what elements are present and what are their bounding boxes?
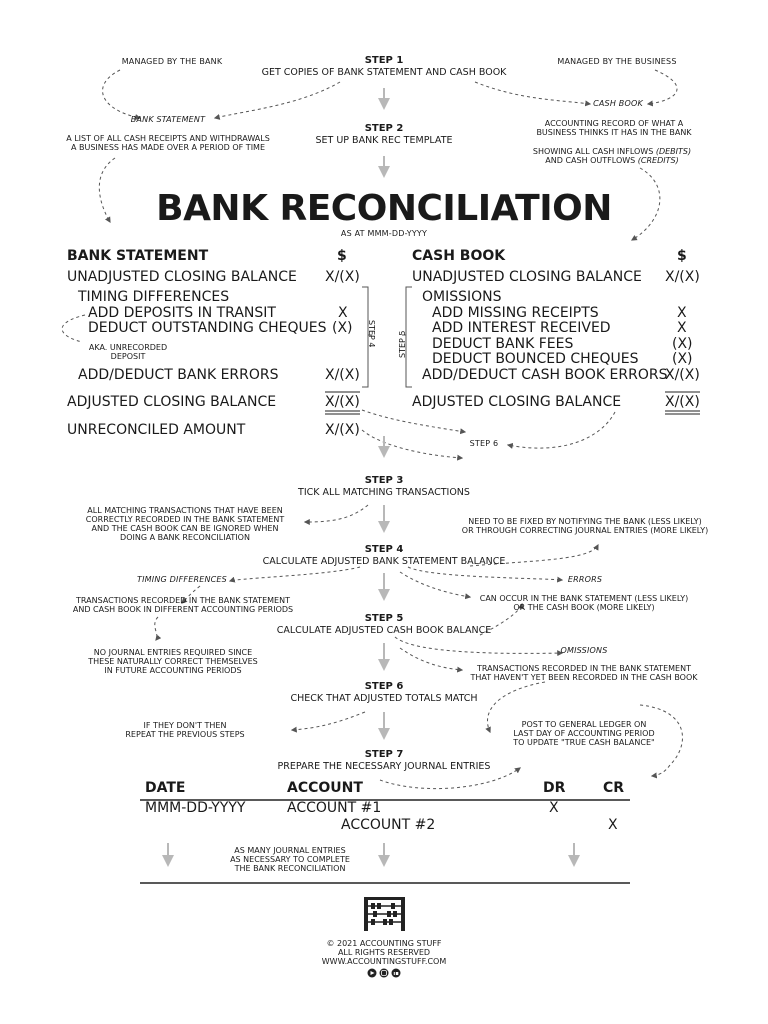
- bank-statement-label: BANK STATEMENT: [130, 115, 206, 124]
- instagram-icon: [380, 969, 389, 978]
- cash-unadjusted-label: UNADJUSTED CLOSING BALANCE: [412, 269, 642, 285]
- deduct-cheques-value: (X): [332, 320, 353, 336]
- cash-adjusted-label: ADJUSTED CLOSING BALANCE: [412, 394, 622, 410]
- cash-unadjusted-value: X/(X): [665, 269, 700, 285]
- journal-col-date: DATE: [145, 780, 186, 796]
- managed-by-business-label: MANAGED BY THE BUSINESS: [557, 57, 677, 66]
- step5-side-label: STEP 5: [398, 330, 407, 358]
- step6-number: STEP 6: [364, 681, 404, 692]
- bank-statement-header: BANK STATEMENT: [67, 248, 209, 264]
- unreconciled-value: X/(X): [325, 422, 360, 438]
- bank-fees-label: DEDUCT BANK FEES: [432, 336, 574, 352]
- journal-row2-cr: X: [608, 817, 618, 833]
- add-deposits-value: X: [338, 305, 348, 321]
- timing-differences-label: TIMING DIFFERENCES: [78, 289, 230, 305]
- errors-occur-note: CAN OCCUR IN THE BANK STATEMENT (LESS LIKELY) OR THE CASH BOOK (MORE LIKELY): [479, 594, 689, 612]
- step7-description: PREPARE THE NECESSARY JOURNAL ENTRIES: [277, 761, 491, 772]
- step5-number: STEP 5: [364, 613, 404, 624]
- interest-received-label: ADD INTEREST RECEIVED: [432, 320, 611, 336]
- bank-unadjusted-label: UNADJUSTED CLOSING BALANCE: [67, 269, 297, 285]
- journal-col-cr: CR: [603, 780, 625, 796]
- journal-row1-dr: X: [549, 800, 559, 816]
- page-title: BANK RECONCILIATION: [156, 188, 612, 229]
- omissions-note: TRANSACTIONS RECORDED IN THE BANK STATEMENT THAT HAVEN'T YET BEEN RECORDED IN THE CASH BOOK: [470, 664, 698, 682]
- bank-errors-label: ADD/DEDUCT BANK ERRORS: [78, 367, 279, 383]
- missing-receipts-label: ADD MISSING RECEIPTS: [432, 305, 599, 321]
- step6-description: CHECK THAT ADJUSTED TOTALS MATCH: [290, 693, 478, 704]
- bounced-cheques-label: DEDUCT BOUNCED CHEQUES: [432, 351, 639, 367]
- step2-number: STEP 2: [364, 123, 404, 134]
- journal-col-dr: DR: [543, 780, 566, 796]
- step6-small-label: STEP 6: [469, 439, 499, 448]
- step1-description: GET COPIES OF BANK STATEMENT AND CASH BOOK: [261, 67, 507, 78]
- abacus-logo: [364, 897, 405, 931]
- cash-book-errors-value: X/(X): [665, 367, 700, 383]
- page-subtitle: AS AT MMM-DD-YYYY: [340, 229, 428, 238]
- managed-by-bank-label: MANAGED BY THE BANK: [121, 57, 223, 66]
- cash-adjusted-value: X/(X): [665, 394, 700, 410]
- many-journal-entries-note: AS MANY JOURNAL ENTRIES AS NECESSARY TO COMPLETE THE BANK RECONCILIATION: [230, 846, 350, 873]
- repeat-steps-note: IF THEY DON'T THEN REPEAT THE PREVIOUS STEPS: [125, 721, 245, 739]
- step3-number: STEP 3: [364, 475, 404, 486]
- step4-description: CALCULATE ADJUSTED BANK STATEMENT BALANCE: [262, 556, 506, 567]
- bounced-cheques-value: (X): [672, 351, 693, 367]
- timing-differences-flow-label: TIMING DIFFERENCES: [137, 575, 227, 584]
- omissions-flow-label: OMISSIONS: [560, 646, 608, 655]
- bank-unadjusted-value: X/(X): [325, 269, 360, 285]
- matching-transactions-note: ALL MATCHING TRANSACTIONS THAT HAVE BEEN CORRECTLY RECORDED IN THE BANK STATEMENT AND THE CASH BOOK CAN BE IGNORED WHEN DOING A BANK RECONCILIATION: [85, 506, 285, 542]
- step3-description: TICK ALL MATCHING TRANSACTIONS: [298, 487, 470, 498]
- bank-adjusted-value: X/(X): [325, 394, 360, 410]
- bank-errors-value: X/(X): [325, 367, 360, 383]
- bank-dollar-header: $: [337, 248, 347, 264]
- bank-statement-description: A LIST OF ALL CASH RECEIPTS AND WITHDRAWALS A BUSINESS HAS MADE OVER A PERIOD OF TIME: [66, 134, 270, 152]
- social-icons: [368, 969, 401, 978]
- errors-flow-label: ERRORS: [567, 575, 603, 584]
- step4-side-label: STEP 4: [367, 320, 376, 348]
- deduct-cheques-label: DEDUCT OUTSTANDING CHEQUES: [88, 320, 327, 336]
- post-general-ledger-note: POST TO GENERAL LEDGER ON LAST DAY OF ACCOUNTING PERIOD TO UPDATE "TRUE CASH BALANCE": [513, 720, 655, 747]
- cash-book-errors-label: ADD/DEDUCT CASH BOOK ERRORS: [422, 367, 668, 383]
- add-deposits-label: ADD DEPOSITS IN TRANSIT: [88, 305, 276, 321]
- step5-description: CALCULATE ADJUSTED CASH BOOK BALANCE: [276, 625, 492, 636]
- step4-number: STEP 4: [364, 544, 404, 555]
- cash-book-label: CASH BOOK: [593, 99, 643, 108]
- step1-number: STEP 1: [364, 55, 404, 66]
- step2-description: SET UP BANK REC TEMPLATE: [315, 135, 453, 146]
- errors-fix-note: NEED TO BE FIXED BY NOTIFYING THE BANK (LESS LIKELY) OR THROUGH CORRECTING JOURNAL ENTRIES (MORE LIKELY): [461, 517, 709, 535]
- footer-copyright: © 2021 ACCOUNTING STUFF ALL RIGHTS RESERVED WWW.ACCOUNTINGSTUFF.COM: [321, 939, 447, 966]
- journal-row1-account: ACCOUNT #1: [287, 800, 382, 816]
- interest-received-value: X: [677, 320, 687, 336]
- journal-row2-account: ACCOUNT #2: [341, 817, 436, 833]
- cash-dollar-header: $: [677, 248, 687, 264]
- cash-book-description: ACCOUNTING RECORD OF WHAT A BUSINESS THINKS IT HAS IN THE BANK: [536, 119, 692, 137]
- journal-row1-date: MMM-DD-YYYY: [145, 800, 246, 816]
- omissions-label: OMISSIONS: [422, 289, 502, 305]
- unreconciled-label: UNRECONCILED AMOUNT: [67, 422, 246, 438]
- missing-receipts-value: X: [677, 305, 687, 321]
- cash-book-header: CASH BOOK: [412, 248, 506, 264]
- step7-number: STEP 7: [364, 749, 404, 760]
- aka-unrecorded-note: AKA. UNRECORDED DEPOSIT: [88, 343, 168, 361]
- journal-col-account: ACCOUNT: [287, 780, 363, 796]
- cash-book-flows-description: SHOWING ALL CASH INFLOWS (DEBITS) AND CASH OUTFLOWS (CREDITS): [532, 147, 692, 165]
- bank-fees-value: (X): [672, 336, 693, 352]
- bank-adjusted-label: ADJUSTED CLOSING BALANCE: [67, 394, 277, 410]
- no-journal-entries-note: NO JOURNAL ENTRIES REQUIRED SINCE THESE NATURALLY CORRECT THEMSELVES IN FUTURE ACCOUNTING PERIODS: [88, 648, 258, 675]
- timing-differences-note: TRANSACTIONS RECORDED IN THE BANK STATEMENT AND CASH BOOK IN DIFFERENT ACCOUNTING PERIODS: [72, 596, 294, 614]
